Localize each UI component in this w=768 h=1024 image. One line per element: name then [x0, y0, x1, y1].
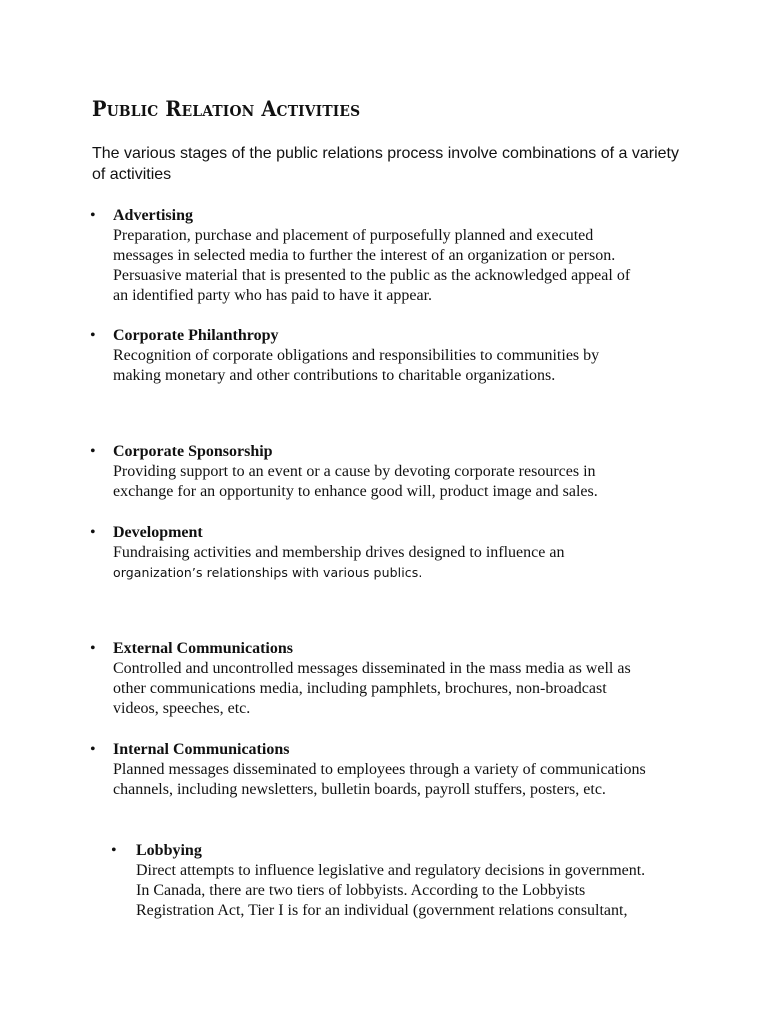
- bullet-icon: •: [90, 327, 96, 344]
- item-text-line: organization’s relationships with various publics.: [113, 565, 423, 580]
- item-text-line: Planned messages disseminated to employees through a variety of communications: [113, 761, 646, 778]
- item-text-line: Direct attempts to influence legislative and regulatory decisions in government.: [136, 862, 646, 879]
- bullet-icon: •: [90, 443, 96, 460]
- bullet-icon: •: [90, 524, 96, 541]
- item-text-line: messages in selected media to further the interest of an organization or person.: [113, 247, 616, 264]
- item-text-line: Recognition of corporate obligations and responsibilities to communities by: [113, 347, 600, 364]
- item-text-line: In Canada, there are two tiers of lobbyists. According to the Lobbyists: [136, 882, 586, 899]
- item-heading: Advertising: [113, 207, 193, 224]
- item-text-line: Fundraising activities and membership drives designed to influence an: [113, 544, 565, 561]
- item-heading: Corporate Sponsorship: [113, 443, 273, 460]
- item-text-line: other communications media, including pamphlets, brochures, non-broadcast: [113, 680, 607, 697]
- list-item-advertising: [90, 206, 713, 306]
- list-item-lobbying: [111, 841, 696, 921]
- intro-paragraph: The various stages of the public relations process involve combinations of a variety of activities: [92, 145, 679, 183]
- list-item-corporate-philanthropy: [90, 326, 713, 386]
- item-heading: Lobbying: [136, 842, 202, 859]
- bullet-icon: •: [90, 207, 96, 224]
- item-text-line: Persuasive material that is presented to the public as the acknowledged appeal of: [113, 267, 631, 284]
- bullet-icon: •: [111, 842, 117, 859]
- list-item-internal-communications: [90, 740, 713, 800]
- list-item-corporate-sponsorship: [90, 442, 713, 502]
- list-item-external-communications: [90, 639, 713, 719]
- item-text-line: exchange for an opportunity to enhance good will, product image and sales.: [113, 483, 598, 500]
- list-item-development: [90, 523, 713, 583]
- item-heading: External Communications: [113, 640, 293, 657]
- item-heading: Internal Communications: [113, 741, 290, 758]
- item-text-line: Providing support to an event or a cause by devoting corporate resources in: [113, 463, 596, 480]
- item-text-line: Controlled and uncontrolled messages disseminated in the mass media as well as: [113, 660, 631, 677]
- page-title: Public Relation Activities: [92, 96, 361, 121]
- item-text-line: Preparation, purchase and placement of purposefully planned and executed: [113, 227, 594, 244]
- item-text-line: Registration Act, Tier I is for an individual (government relations consultant,: [136, 902, 628, 919]
- item-text-line: an identified party who has paid to have it appear.: [113, 287, 433, 304]
- item-heading: Corporate Philanthropy: [113, 327, 279, 344]
- item-heading: Development: [113, 524, 203, 541]
- bullet-icon: •: [90, 741, 96, 758]
- item-text-line: channels, including newsletters, bulletin boards, payroll stuffers, posters, etc.: [113, 781, 606, 798]
- item-text-line: making monetary and other contributions to charitable organizations.: [113, 367, 556, 384]
- bullet-icon: •: [90, 640, 96, 657]
- item-text-line: videos, speeches, etc.: [113, 700, 251, 717]
